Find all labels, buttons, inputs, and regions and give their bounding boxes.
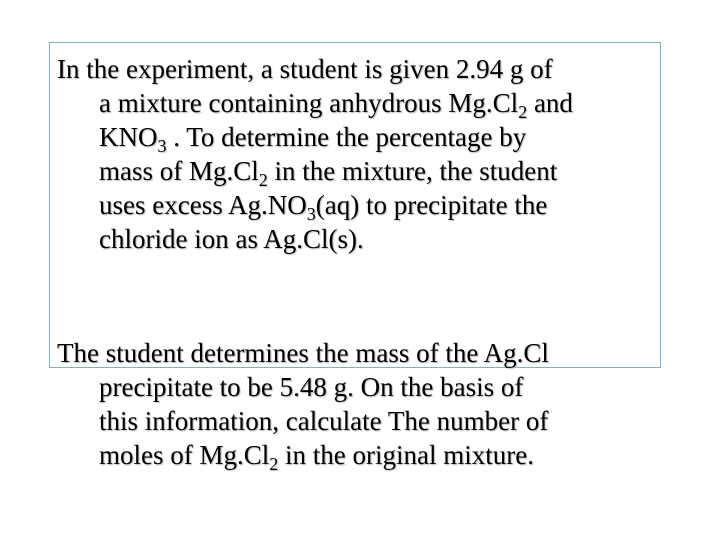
paragraph-1-line-1: In the experiment, a student is given 2.94 g of [57,54,553,84]
paragraph-1-line-4: mass of $Mg.Cl_2$ in the mixture, the student [99,156,558,190]
paragraph-1-line-3: $KNO_3$ . To determine the percentage by [99,122,527,156]
problem-paragraph-2 [57,336,549,472]
paragraph-1-line-2: a mixture containing anhydrous $Mg.Cl_2$ and [99,88,573,122]
paragraph-2-line-4: moles of $Mg.Cl_2$ in the original mixture. [99,440,534,474]
paragraph-2-line-2: precipitate to be 5.48 g. On the basis of [99,372,524,402]
paragraph-1-line-5: uses excess $Ag.NO_3(aq)$ to precipitate the [99,190,548,224]
paragraph-2-line-3: this information, calculate The number of [99,406,549,436]
problem-paragraph-1 [57,52,573,256]
paragraph-1-line-6: chloride ion as Ag.Cl(s). [99,224,364,254]
paragraph-2-line-1: The student determines the mass of the Ag.Cl [57,338,549,368]
